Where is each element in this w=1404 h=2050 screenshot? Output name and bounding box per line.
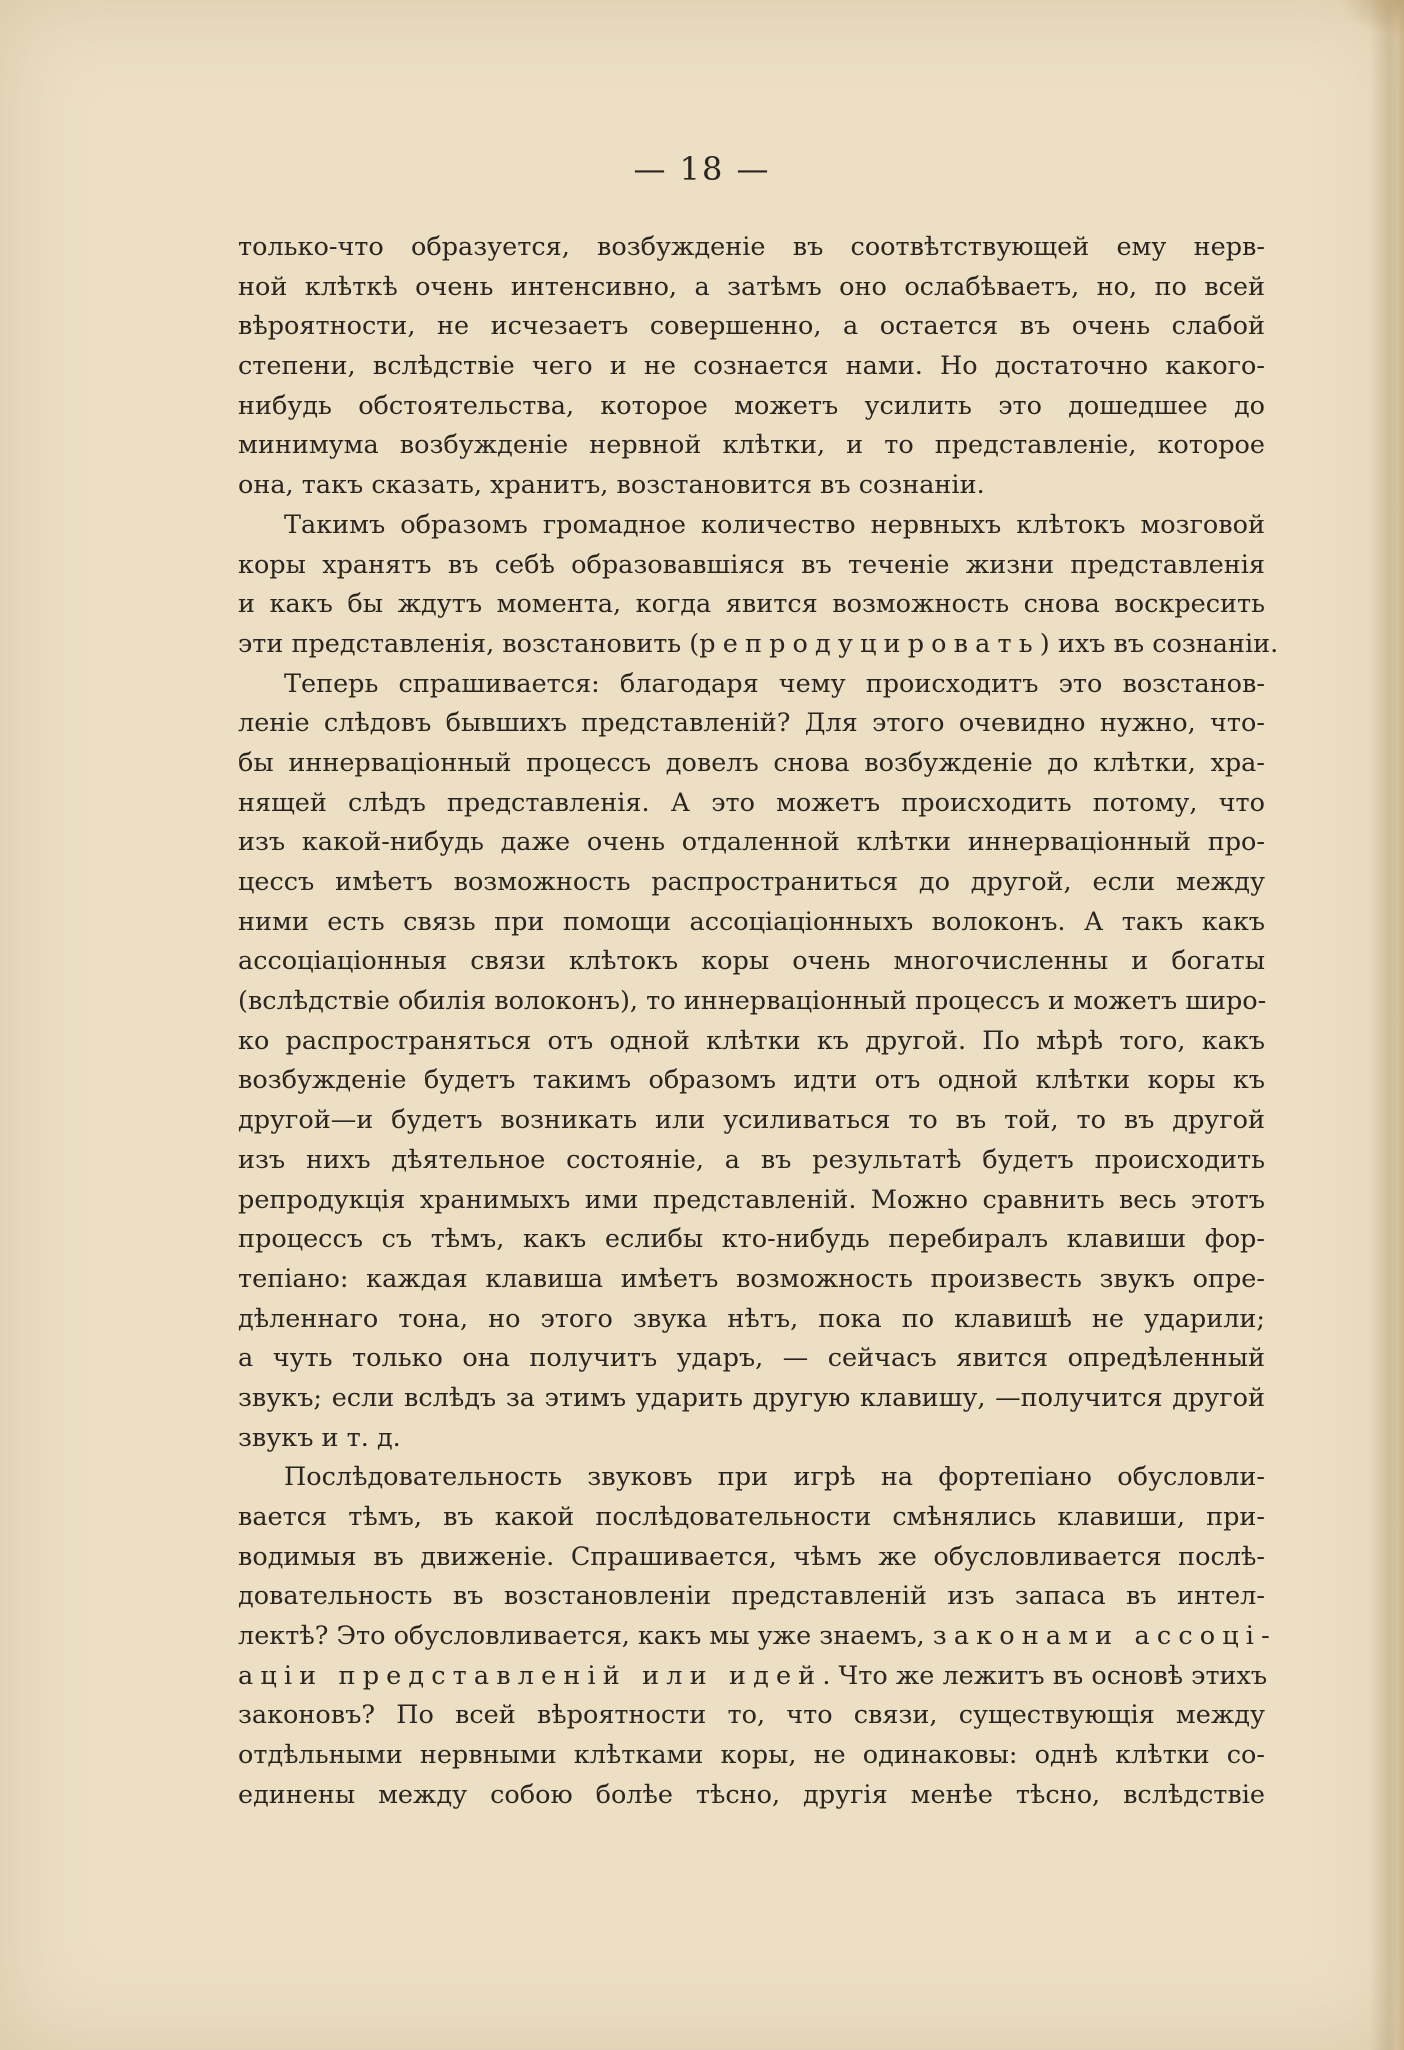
text-line: Послѣдовательность звуковъ при игрѣ на фортепіано обусловли-: [284, 1462, 1265, 1493]
text-line: [238, 1617, 1277, 1657]
text-line: ко распространяться отъ одной клѣтки къ другой. По мѣрѣ того, какъ: [238, 1025, 1265, 1056]
text-line: звукъ и т. д.: [238, 1422, 401, 1453]
text-line: (вслѣдствіе обилія волоконъ), то иннерваціонный процессъ и можетъ широ-: [238, 986, 1267, 1017]
text-line: водимыя въ движеніе. Спрашивается, чѣмъ же обусловливается послѣ-: [238, 1541, 1265, 1572]
text-line: нящей слѣдъ представленія. А это можетъ происходить потому, что: [238, 787, 1265, 818]
body-text: [238, 228, 1279, 1816]
text-line: изъ какой-нибудь даже очень отдаленной клѣтки иннерваціонный про-: [238, 827, 1265, 858]
text-line: единены между собою болѣе тѣсно, другія менѣе тѣсно, вслѣдствіе: [238, 1779, 1265, 1810]
text-line: Такимъ образомъ громадное количество нервныхъ клѣтокъ мозговой: [284, 509, 1265, 540]
text-line: другой—и будетъ возникать или усиливаться то въ той, то въ другой: [238, 1105, 1265, 1136]
text-line: вѣроятности, не исчезаетъ совершенно, а остается въ очень слабой: [238, 311, 1265, 342]
text-line: нибудь обстоятельства, которое можетъ усилить это дошедшее до: [238, 390, 1265, 421]
text-line: звукъ; если вслѣдъ за этимъ ударить другую клавишу, —получится другой: [238, 1382, 1265, 1413]
text-line: довательность въ возстановленіи представленій изъ запаса въ интел-: [238, 1581, 1265, 1612]
text-line: возбужденіе будетъ такимъ образомъ идти отъ одной клѣтки коры къ: [238, 1065, 1265, 1096]
emphasized-term: репродуцировать: [699, 628, 1040, 659]
paper-stain: [1340, 0, 1404, 36]
text-line: ассоціаціонныя связи клѣтокъ коры очень многочисленны и богаты: [238, 946, 1265, 977]
text-line: [238, 1657, 1268, 1697]
text-line: она, такъ сказать, хранитъ, возстановится въ сознаніи.: [238, 470, 985, 501]
text-line: а чуть только она получитъ ударъ, — сейчасъ явится опредѣленный: [238, 1343, 1265, 1374]
text-line: только-что образуется, возбужденіе въ соотвѣтствующей ему нерв-: [238, 232, 1265, 262]
text-line: и какъ бы ждутъ момента, когда явится возможность снова воскресить: [238, 589, 1265, 620]
text-line: степени, вслѣдствіе чего и не сознается нами. Но достаточно какого-: [238, 351, 1265, 382]
text-line: цессъ имѣетъ возможность распространиться до другой, если между: [238, 867, 1265, 897]
text-segment: ) ихъ въ сознаніи.: [1039, 628, 1279, 659]
text-line: ной клѣткѣ очень интенсивно, а затѣмъ оно ослабѣваетъ, но, по всей: [238, 271, 1265, 302]
emphasized-term: аціи представленій или идей: [238, 1660, 823, 1691]
text-segment: . Что же лежитъ въ основѣ этихъ: [822, 1660, 1268, 1691]
emphasized-term: законами ассоці-: [932, 1621, 1277, 1652]
text-line: отдѣльными нервными клѣтками коры, не одинаковы: однѣ клѣтки со-: [238, 1740, 1265, 1771]
text-line: вается тѣмъ, въ какой послѣдовательности смѣнялись клавиши, при-: [238, 1502, 1265, 1532]
text-line: дѣленнаго тона, но этого звука нѣтъ, пока по клавишѣ не ударили;: [238, 1303, 1265, 1334]
text-line: репродукція хранимыхъ ими представленій. Можно сравнить весь этотъ: [238, 1184, 1265, 1215]
text-line: [238, 625, 1279, 665]
text-line: коры хранятъ въ себѣ образовавшіяся въ теченіе жизни представленія: [238, 549, 1265, 580]
text-line: минимума возбужденіе нервной клѣтки, и то представленіе, которое: [238, 430, 1265, 461]
text-line: бы иннерваціонный процессъ довелъ снова возбужденіе до клѣтки, хра-: [238, 747, 1265, 778]
text-line: изъ нихъ дѣятельное состояніе, а въ результатѣ будетъ происходить: [238, 1144, 1265, 1175]
text-segment: лектѣ? Это обусловливается, какъ мы уже знаемъ,: [238, 1621, 933, 1652]
text-line: леніе слѣдовъ бывшихъ представленій? Для этого очевидно нужно, что-: [238, 708, 1265, 739]
text-line: ними есть связь при помощи ассоціаціонныхъ волоконъ. А такъ какъ: [238, 906, 1265, 937]
text-segment: эти представленія, возстановить (: [238, 628, 700, 659]
text-line: процессъ съ тѣмъ, какъ еслибы кто-нибудь перебиралъ клавиши фор-: [238, 1224, 1265, 1255]
text-line: законовъ? По всей вѣроятности то, что связи, существующія между: [238, 1700, 1265, 1731]
page-number: — 18 —: [633, 150, 771, 188]
text-line: тепіано: каждая клавиша имѣетъ возможность произвесть звукъ опре-: [238, 1263, 1265, 1294]
text-line: Теперь спрашивается: благодаря чему происходитъ это возстанов-: [284, 668, 1265, 699]
